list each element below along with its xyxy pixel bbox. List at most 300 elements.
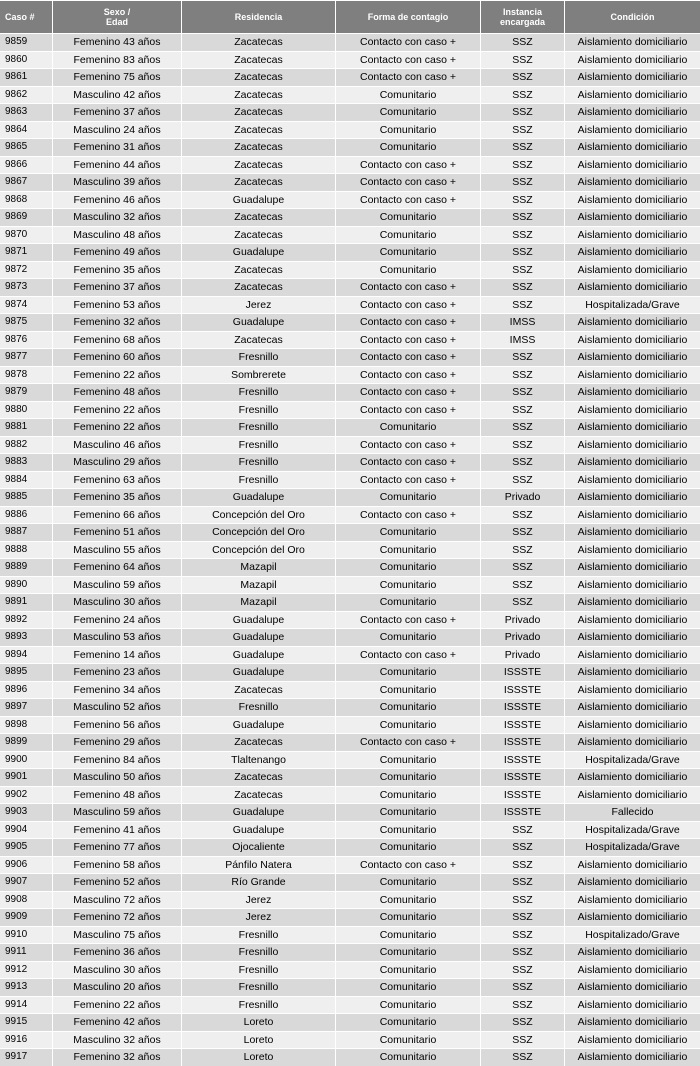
table-row: [0, 296, 700, 314]
condition-cell: Hospitalizada/Grave: [565, 821, 700, 839]
contagion-form-cell: Comunitario: [336, 873, 481, 891]
condition-cell: Aislamiento domiciliario: [565, 226, 700, 244]
contagion-form-cell: Contacto con caso +: [336, 278, 481, 296]
residence-cell: Zacatecas: [182, 733, 336, 751]
residence-cell: Guadalupe: [182, 191, 336, 209]
residence-cell: Fresnillo: [182, 996, 336, 1014]
table-row: [0, 121, 700, 139]
sex-age-cell: Femenino 77 años: [53, 838, 182, 856]
contagion-form-cell: Contacto con caso +: [336, 401, 481, 419]
table-row: [0, 1013, 700, 1031]
institution-cell: ISSSTE: [481, 733, 565, 751]
contagion-form-cell: Comunitario: [336, 996, 481, 1014]
contagion-form-cell: Comunitario: [336, 803, 481, 821]
institution-cell: SSZ: [481, 593, 565, 611]
residence-cell: Zacatecas: [182, 786, 336, 804]
institution-cell: SSZ: [481, 506, 565, 524]
case-number-cell: 9876: [0, 331, 53, 349]
sex-age-cell: Femenino 35 años: [53, 261, 182, 279]
case-number-cell: 9887: [0, 523, 53, 541]
institution-cell: SSZ: [481, 173, 565, 191]
table-body: [0, 33, 700, 1066]
residence-cell: Zacatecas: [182, 121, 336, 139]
table-row: [0, 768, 700, 786]
sex-age-cell: Femenino 29 años: [53, 733, 182, 751]
case-number-cell: 9888: [0, 541, 53, 559]
sex-age-cell: Masculino 30 años: [53, 593, 182, 611]
sex-age-cell: Femenino 84 años: [53, 751, 182, 769]
contagion-form-cell: Comunitario: [336, 226, 481, 244]
table-row: [0, 278, 700, 296]
header-row: [0, 1, 700, 33]
case-number-cell: 9916: [0, 1031, 53, 1049]
institution-cell: SSZ: [481, 348, 565, 366]
table-row: [0, 716, 700, 734]
residence-cell: Fresnillo: [182, 436, 336, 454]
contagion-form-cell: Comunitario: [336, 593, 481, 611]
institution-cell: SSZ: [481, 208, 565, 226]
table-row: [0, 261, 700, 279]
case-number-cell: 9910: [0, 926, 53, 944]
sex-age-cell: Femenino 32 años: [53, 313, 182, 331]
condition-cell: Aislamiento domiciliario: [565, 506, 700, 524]
sex-age-cell: Masculino 52 años: [53, 698, 182, 716]
contagion-form-cell: Comunitario: [336, 1031, 481, 1049]
contagion-form-cell: Contacto con caso +: [336, 313, 481, 331]
table-row: [0, 243, 700, 261]
residence-cell: Guadalupe: [182, 663, 336, 681]
condition-cell: Hospitalizada/Grave: [565, 296, 700, 314]
condition-cell: Aislamiento domiciliario: [565, 156, 700, 174]
case-number-cell: 9895: [0, 663, 53, 681]
institution-cell: Privado: [481, 611, 565, 629]
table-row: [0, 628, 700, 646]
residence-cell: Zacatecas: [182, 33, 336, 51]
case-number-cell: 9886: [0, 506, 53, 524]
case-number-cell: 9915: [0, 1013, 53, 1031]
case-number-cell: 9879: [0, 383, 53, 401]
table-row: [0, 173, 700, 191]
case-number-cell: 9880: [0, 401, 53, 419]
sex-age-cell: Femenino 53 años: [53, 296, 182, 314]
case-number-cell: 9908: [0, 891, 53, 909]
case-number-cell: 9892: [0, 611, 53, 629]
condition-cell: Aislamiento domiciliario: [565, 768, 700, 786]
institution-cell: SSZ: [481, 226, 565, 244]
condition-cell: Aislamiento domiciliario: [565, 331, 700, 349]
residence-cell: Concepción del Oro: [182, 523, 336, 541]
case-number-cell: 9859: [0, 33, 53, 51]
contagion-form-cell: Contacto con caso +: [336, 173, 481, 191]
case-number-cell: 9881: [0, 418, 53, 436]
condition-cell: Aislamiento domiciliario: [565, 401, 700, 419]
residence-cell: Fresnillo: [182, 961, 336, 979]
table-row: [0, 226, 700, 244]
case-number-cell: 9912: [0, 961, 53, 979]
table-row: [0, 471, 700, 489]
table-row: [0, 663, 700, 681]
sex-age-cell: Femenino 63 años: [53, 471, 182, 489]
table-row: [0, 138, 700, 156]
header-residence: Residencia: [182, 1, 336, 33]
contagion-form-cell: Contacto con caso +: [336, 156, 481, 174]
residence-cell: Guadalupe: [182, 628, 336, 646]
residence-cell: Loreto: [182, 1048, 336, 1066]
sex-age-cell: Masculino 50 años: [53, 768, 182, 786]
sex-age-cell: Femenino 68 años: [53, 331, 182, 349]
condition-cell: Aislamiento domiciliario: [565, 961, 700, 979]
table-row: [0, 996, 700, 1014]
institution-cell: SSZ: [481, 891, 565, 909]
condition-cell: Aislamiento domiciliario: [565, 261, 700, 279]
sex-age-cell: Masculino 59 años: [53, 576, 182, 594]
sex-age-cell: Femenino 23 años: [53, 663, 182, 681]
case-number-cell: 9873: [0, 278, 53, 296]
table-row: [0, 331, 700, 349]
table-row: [0, 208, 700, 226]
residence-cell: Zacatecas: [182, 768, 336, 786]
case-number-cell: 9884: [0, 471, 53, 489]
institution-cell: SSZ: [481, 558, 565, 576]
condition-cell: Aislamiento domiciliario: [565, 786, 700, 804]
residence-cell: Fresnillo: [182, 943, 336, 961]
table-row: [0, 646, 700, 664]
sex-age-cell: Masculino 46 años: [53, 436, 182, 454]
institution-cell: IMSS: [481, 313, 565, 331]
case-number-cell: 9861: [0, 68, 53, 86]
condition-cell: Aislamiento domiciliario: [565, 51, 700, 69]
contagion-form-cell: Comunitario: [336, 138, 481, 156]
case-number-cell: 9906: [0, 856, 53, 874]
contagion-form-cell: Comunitario: [336, 208, 481, 226]
condition-cell: Hospitalizado/Grave: [565, 926, 700, 944]
case-number-cell: 9903: [0, 803, 53, 821]
institution-cell: Privado: [481, 488, 565, 506]
residence-cell: Fresnillo: [182, 926, 336, 944]
residence-cell: Fresnillo: [182, 453, 336, 471]
residence-cell: Ojocaliente: [182, 838, 336, 856]
residence-cell: Zacatecas: [182, 331, 336, 349]
institution-cell: SSZ: [481, 1013, 565, 1031]
sex-age-cell: Femenino 56 años: [53, 716, 182, 734]
sex-age-cell: Masculino 42 años: [53, 86, 182, 104]
contagion-form-cell: Comunitario: [336, 663, 481, 681]
institution-cell: Privado: [481, 646, 565, 664]
institution-cell: SSZ: [481, 278, 565, 296]
institution-cell: SSZ: [481, 926, 565, 944]
table-row: [0, 488, 700, 506]
condition-cell: Aislamiento domiciliario: [565, 488, 700, 506]
contagion-form-cell: Comunitario: [336, 891, 481, 909]
residence-cell: Zacatecas: [182, 226, 336, 244]
sex-age-cell: Femenino 37 años: [53, 278, 182, 296]
table-row: [0, 856, 700, 874]
contagion-form-cell: Comunitario: [336, 961, 481, 979]
residence-cell: Zacatecas: [182, 103, 336, 121]
contagion-form-cell: Comunitario: [336, 768, 481, 786]
institution-cell: IMSS: [481, 331, 565, 349]
contagion-form-cell: Comunitario: [336, 558, 481, 576]
institution-cell: SSZ: [481, 383, 565, 401]
condition-cell: Aislamiento domiciliario: [565, 646, 700, 664]
table-row: [0, 751, 700, 769]
contagion-form-cell: Comunitario: [336, 786, 481, 804]
table-row: [0, 908, 700, 926]
sex-age-cell: Femenino 41 años: [53, 821, 182, 839]
case-number-cell: 9900: [0, 751, 53, 769]
table-row: [0, 453, 700, 471]
institution-cell: SSZ: [481, 821, 565, 839]
condition-cell: Aislamiento domiciliario: [565, 191, 700, 209]
condition-cell: Aislamiento domiciliario: [565, 348, 700, 366]
contagion-form-cell: Comunitario: [336, 576, 481, 594]
condition-cell: Aislamiento domiciliario: [565, 418, 700, 436]
sex-age-cell: Femenino 83 años: [53, 51, 182, 69]
residence-cell: Fresnillo: [182, 383, 336, 401]
institution-cell: ISSSTE: [481, 663, 565, 681]
table-row: [0, 383, 700, 401]
contagion-form-cell: Contacto con caso +: [336, 33, 481, 51]
contagion-form-cell: Contacto con caso +: [336, 191, 481, 209]
case-number-cell: 9874: [0, 296, 53, 314]
residence-cell: Guadalupe: [182, 313, 336, 331]
contagion-form-cell: Comunitario: [336, 978, 481, 996]
condition-cell: Aislamiento domiciliario: [565, 873, 700, 891]
case-number-cell: 9864: [0, 121, 53, 139]
institution-cell: SSZ: [481, 436, 565, 454]
case-number-cell: 9882: [0, 436, 53, 454]
institution-cell: SSZ: [481, 243, 565, 261]
contagion-form-cell: Contacto con caso +: [336, 348, 481, 366]
condition-cell: Aislamiento domiciliario: [565, 576, 700, 594]
case-number-cell: 9905: [0, 838, 53, 856]
residence-cell: Sombrerete: [182, 366, 336, 384]
case-number-cell: 9871: [0, 243, 53, 261]
table-row: [0, 681, 700, 699]
sex-age-cell: Masculino 75 años: [53, 926, 182, 944]
table-row: [0, 943, 700, 961]
sex-age-cell: Femenino 22 años: [53, 401, 182, 419]
residence-cell: Guadalupe: [182, 243, 336, 261]
case-number-cell: 9917: [0, 1048, 53, 1066]
table-row: [0, 191, 700, 209]
condition-cell: Aislamiento domiciliario: [565, 558, 700, 576]
contagion-form-cell: Comunitario: [336, 628, 481, 646]
contagion-form-cell: Comunitario: [336, 488, 481, 506]
residence-cell: Zacatecas: [182, 208, 336, 226]
residence-cell: Zacatecas: [182, 138, 336, 156]
condition-cell: Aislamiento domiciliario: [565, 121, 700, 139]
residence-cell: Guadalupe: [182, 716, 336, 734]
residence-cell: Zacatecas: [182, 681, 336, 699]
contagion-form-cell: Comunitario: [336, 418, 481, 436]
residence-cell: Mazapil: [182, 558, 336, 576]
residence-cell: Guadalupe: [182, 803, 336, 821]
sex-age-cell: Femenino 37 años: [53, 103, 182, 121]
case-number-cell: 9898: [0, 716, 53, 734]
institution-cell: SSZ: [481, 51, 565, 69]
case-number-cell: 9896: [0, 681, 53, 699]
institution-cell: ISSSTE: [481, 681, 565, 699]
sex-age-cell: Femenino 22 años: [53, 996, 182, 1014]
case-number-cell: 9901: [0, 768, 53, 786]
header-contagion-form: Forma de contagio: [336, 1, 481, 33]
case-number-cell: 9902: [0, 786, 53, 804]
institution-cell: SSZ: [481, 838, 565, 856]
institution-cell: ISSSTE: [481, 716, 565, 734]
case-number-cell: 9890: [0, 576, 53, 594]
table-row: [0, 978, 700, 996]
residence-cell: Río Grande: [182, 873, 336, 891]
contagion-form-cell: Comunitario: [336, 121, 481, 139]
case-number-cell: 9907: [0, 873, 53, 891]
condition-cell: Aislamiento domiciliario: [565, 86, 700, 104]
condition-cell: Hospitalizada/Grave: [565, 838, 700, 856]
residence-cell: Concepción del Oro: [182, 541, 336, 559]
case-number-cell: 9885: [0, 488, 53, 506]
condition-cell: Aislamiento domiciliario: [565, 278, 700, 296]
case-number-cell: 9867: [0, 173, 53, 191]
condition-cell: Aislamiento domiciliario: [565, 681, 700, 699]
residence-cell: Zacatecas: [182, 261, 336, 279]
condition-cell: Aislamiento domiciliario: [565, 436, 700, 454]
table-row: [0, 873, 700, 891]
table-row: [0, 576, 700, 594]
case-number-cell: 9878: [0, 366, 53, 384]
institution-cell: SSZ: [481, 418, 565, 436]
sex-age-cell: Femenino 43 años: [53, 33, 182, 51]
case-number-cell: 9889: [0, 558, 53, 576]
residence-cell: Jerez: [182, 296, 336, 314]
institution-cell: ISSSTE: [481, 768, 565, 786]
case-number-cell: 9894: [0, 646, 53, 664]
sex-age-cell: Masculino 24 años: [53, 121, 182, 139]
table-row: [0, 313, 700, 331]
header-condition: Condición: [565, 1, 700, 33]
institution-cell: ISSSTE: [481, 803, 565, 821]
contagion-form-cell: Comunitario: [336, 838, 481, 856]
contagion-form-cell: Comunitario: [336, 681, 481, 699]
case-number-cell: 9913: [0, 978, 53, 996]
table-row: [0, 401, 700, 419]
institution-cell: Privado: [481, 628, 565, 646]
table-row: [0, 821, 700, 839]
condition-cell: Aislamiento domiciliario: [565, 716, 700, 734]
contagion-form-cell: Comunitario: [336, 926, 481, 944]
contagion-form-cell: Contacto con caso +: [336, 611, 481, 629]
contagion-form-cell: Comunitario: [336, 86, 481, 104]
institution-cell: SSZ: [481, 366, 565, 384]
residence-cell: Loreto: [182, 1013, 336, 1031]
table-row: [0, 436, 700, 454]
sex-age-cell: Femenino 36 años: [53, 943, 182, 961]
contagion-form-cell: Contacto con caso +: [336, 331, 481, 349]
residence-cell: Pánfilo Natera: [182, 856, 336, 874]
sex-age-cell: Femenino 49 años: [53, 243, 182, 261]
condition-cell: Fallecido: [565, 803, 700, 821]
case-number-cell: 9911: [0, 943, 53, 961]
institution-cell: ISSSTE: [481, 751, 565, 769]
sex-age-cell: Masculino 30 años: [53, 961, 182, 979]
case-number-cell: 9870: [0, 226, 53, 244]
residence-cell: Zacatecas: [182, 173, 336, 191]
institution-cell: SSZ: [481, 1048, 565, 1066]
contagion-form-cell: Contacto con caso +: [336, 506, 481, 524]
institution-cell: SSZ: [481, 68, 565, 86]
contagion-form-cell: Contacto con caso +: [336, 646, 481, 664]
residence-cell: Loreto: [182, 1031, 336, 1049]
case-number-cell: 9909: [0, 908, 53, 926]
table-row: [0, 68, 700, 86]
case-number-cell: 9877: [0, 348, 53, 366]
sex-age-cell: Masculino 55 años: [53, 541, 182, 559]
condition-cell: Aislamiento domiciliario: [565, 1031, 700, 1049]
contagion-form-cell: Comunitario: [336, 698, 481, 716]
sex-age-cell: Masculino 29 años: [53, 453, 182, 471]
sex-age-cell: Femenino 22 años: [53, 366, 182, 384]
condition-cell: Aislamiento domiciliario: [565, 523, 700, 541]
sex-age-cell: Masculino 32 años: [53, 208, 182, 226]
sex-age-cell: Femenino 60 años: [53, 348, 182, 366]
table-row: [0, 891, 700, 909]
residence-cell: Guadalupe: [182, 488, 336, 506]
sex-age-cell: Femenino 52 años: [53, 873, 182, 891]
contagion-form-cell: Contacto con caso +: [336, 383, 481, 401]
contagion-form-cell: Contacto con caso +: [336, 856, 481, 874]
residence-cell: Mazapil: [182, 593, 336, 611]
residence-cell: Fresnillo: [182, 418, 336, 436]
institution-cell: SSZ: [481, 908, 565, 926]
contagion-form-cell: Comunitario: [336, 908, 481, 926]
contagion-form-cell: Comunitario: [336, 716, 481, 734]
condition-cell: Aislamiento domiciliario: [565, 471, 700, 489]
case-number-cell: 9893: [0, 628, 53, 646]
condition-cell: Aislamiento domiciliario: [565, 383, 700, 401]
sex-age-cell: Femenino 34 años: [53, 681, 182, 699]
case-number-cell: 9899: [0, 733, 53, 751]
condition-cell: Aislamiento domiciliario: [565, 593, 700, 611]
table-row: [0, 156, 700, 174]
condition-cell: Aislamiento domiciliario: [565, 541, 700, 559]
condition-cell: Aislamiento domiciliario: [565, 173, 700, 191]
contagion-form-cell: Comunitario: [336, 523, 481, 541]
condition-cell: Aislamiento domiciliario: [565, 628, 700, 646]
case-number-cell: 9891: [0, 593, 53, 611]
sex-age-cell: Femenino 51 años: [53, 523, 182, 541]
table-row: [0, 593, 700, 611]
table-row: [0, 961, 700, 979]
table-row: [0, 348, 700, 366]
table-row: [0, 541, 700, 559]
institution-cell: SSZ: [481, 873, 565, 891]
contagion-form-cell: Contacto con caso +: [336, 471, 481, 489]
institution-cell: SSZ: [481, 996, 565, 1014]
table-row: [0, 926, 700, 944]
contagion-form-cell: Comunitario: [336, 751, 481, 769]
institution-cell: SSZ: [481, 978, 565, 996]
condition-cell: Aislamiento domiciliario: [565, 366, 700, 384]
table-row: [0, 33, 700, 51]
sex-age-cell: Masculino 53 años: [53, 628, 182, 646]
table-row: [0, 698, 700, 716]
contagion-form-cell: Comunitario: [336, 541, 481, 559]
condition-cell: Aislamiento domiciliario: [565, 943, 700, 961]
residence-cell: Concepción del Oro: [182, 506, 336, 524]
condition-cell: Hospitalizada/Grave: [565, 751, 700, 769]
sex-age-cell: Masculino 20 años: [53, 978, 182, 996]
table-row: [0, 786, 700, 804]
condition-cell: Aislamiento domiciliario: [565, 996, 700, 1014]
